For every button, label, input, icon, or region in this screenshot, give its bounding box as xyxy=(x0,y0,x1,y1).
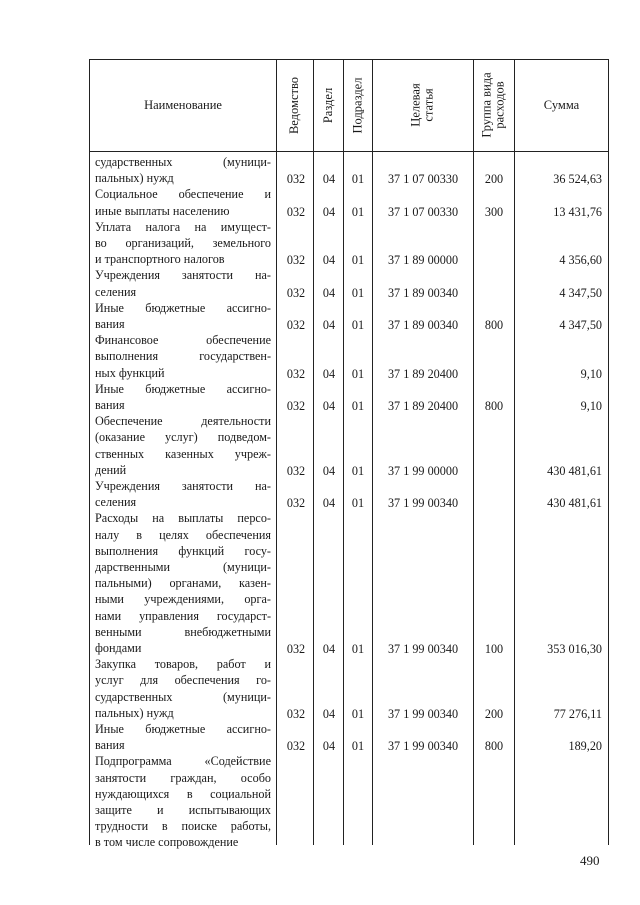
row-celevaya-statya: 37 1 89 00000 xyxy=(387,253,459,268)
row-razdel: 04 xyxy=(322,463,336,478)
row-razdel: 04 xyxy=(322,398,336,413)
header-name: Наименование xyxy=(144,97,222,112)
row-name-line: в том числе сопровождение xyxy=(95,835,239,850)
row-summa: 13 431,76 xyxy=(553,204,602,219)
header-celevaya-statya: Целевая статья xyxy=(409,83,436,127)
column-divider xyxy=(89,59,90,845)
row-vedomstvo: 032 xyxy=(286,641,306,656)
row-vedomstvo: 032 xyxy=(286,204,306,219)
row-name-line: трудности в поиске работы, xyxy=(95,819,271,834)
row-celevaya-statya: 37 1 07 00330 xyxy=(387,172,459,187)
row-name xyxy=(95,721,271,753)
row-name-line: сударственных (муници- xyxy=(95,155,271,169)
row-podrazdel: 01 xyxy=(351,317,365,332)
row-name-line: Учреждения занятости на- xyxy=(95,479,271,493)
row-name xyxy=(95,267,271,299)
row-razdel: 04 xyxy=(322,641,336,656)
row-name-line: Иные бюджетные ассигно- xyxy=(95,381,271,396)
row-summa: 189,20 xyxy=(568,739,602,754)
row-podrazdel: 01 xyxy=(351,204,365,219)
row-name xyxy=(95,300,271,332)
row-podrazdel: 01 xyxy=(351,172,365,187)
header-gruppa-vida-rashodov: Группа вида расходов xyxy=(480,72,508,138)
row-name-line: услуг для обеспечения го- xyxy=(95,673,271,688)
row-summa: 4 356,60 xyxy=(559,253,602,268)
row-name-line: Социальное обеспечение и xyxy=(95,187,271,202)
column-divider xyxy=(276,59,277,845)
row-summa: 4 347,50 xyxy=(559,285,602,300)
header-bottom-border xyxy=(89,151,609,152)
row-celevaya-statya: 37 1 99 00340 xyxy=(387,739,459,754)
row-name xyxy=(95,381,271,413)
row-celevaya-statya: 37 1 99 00340 xyxy=(387,496,459,511)
row-vedomstvo: 032 xyxy=(286,706,306,721)
row-vedomstvo: 032 xyxy=(286,172,306,187)
row-razdel: 04 xyxy=(322,285,336,300)
row-name xyxy=(95,413,271,478)
row-summa: 9,10 xyxy=(580,366,602,381)
row-name xyxy=(95,332,271,381)
row-name xyxy=(95,510,271,656)
row-podrazdel: 01 xyxy=(351,739,365,754)
row-name-line: сударственных (муници- xyxy=(95,689,271,704)
row-podrazdel: 01 xyxy=(351,641,365,656)
row-summa: 430 481,61 xyxy=(547,463,602,478)
column-divider xyxy=(608,59,609,845)
row-vedomstvo: 032 xyxy=(286,739,306,754)
row-razdel: 04 xyxy=(322,253,336,268)
row-podrazdel: 01 xyxy=(351,253,365,268)
row-name-line: иные выплаты населению xyxy=(95,203,230,218)
row-name-line: Расходы на выплаты персо- xyxy=(95,511,271,526)
row-summa: 36 524,63 xyxy=(553,172,602,187)
row-vedomstvo: 032 xyxy=(286,366,306,381)
row-name-line: нами управления государст- xyxy=(95,608,271,623)
row-summa: 77 276,11 xyxy=(553,706,602,721)
row-summa: 9,10 xyxy=(580,398,602,413)
header-podrazdel: Подраздел xyxy=(350,77,365,133)
row-gruppa: 800 xyxy=(484,739,504,754)
row-name-line: налу в целях обеспечения xyxy=(95,527,271,542)
row-summa: 4 347,50 xyxy=(559,317,602,332)
row-gruppa: 800 xyxy=(484,317,504,332)
row-name-line: Финансовое обеспечение xyxy=(95,333,271,348)
row-name-line: дарственными (муници- xyxy=(95,559,271,574)
row-name xyxy=(95,753,271,850)
row-celevaya-statya: 37 1 89 20400 xyxy=(387,366,459,381)
header-summa: Сумма xyxy=(543,97,580,112)
row-name-line: во организаций, земельного xyxy=(95,235,271,250)
row-name-line: Обеспечение деятельности xyxy=(95,414,271,429)
row-razdel: 04 xyxy=(322,204,336,219)
row-vedomstvo: 032 xyxy=(286,253,306,268)
row-gruppa: 200 xyxy=(484,706,504,721)
row-celevaya-statya: 37 1 07 00330 xyxy=(387,204,459,219)
row-gruppa: 100 xyxy=(484,641,504,656)
row-name-line: пальных) нужд xyxy=(95,171,174,186)
row-name-line: вания xyxy=(95,738,125,753)
row-name-line: пальными) органами, казен- xyxy=(95,576,271,591)
row-podrazdel: 01 xyxy=(351,463,365,478)
row-name-line: Иные бюджетные ассигно- xyxy=(95,722,271,736)
row-gruppa: 800 xyxy=(484,398,504,413)
row-name-line: занятости граждан, особо xyxy=(95,770,271,785)
row-name-line: дений xyxy=(95,462,127,477)
row-name-line: ными учреждениями, орга- xyxy=(95,592,271,607)
row-podrazdel: 01 xyxy=(351,366,365,381)
row-name-line: селения xyxy=(95,284,137,299)
row-name-line: Уплата налога на имущест- xyxy=(95,219,271,234)
row-name xyxy=(95,656,271,721)
row-name xyxy=(95,478,271,510)
row-name xyxy=(95,219,271,268)
row-razdel: 04 xyxy=(322,172,336,187)
row-vedomstvo: 032 xyxy=(286,463,306,478)
row-celevaya-statya: 37 1 99 00000 xyxy=(387,463,459,478)
row-name-line: ных функций xyxy=(95,365,165,380)
row-name-line: и транспортного налогов xyxy=(95,252,225,267)
row-celevaya-statya: 37 1 89 00340 xyxy=(387,317,459,332)
row-name-line: выполнения функций госу- xyxy=(95,543,271,558)
row-vedomstvo: 032 xyxy=(286,496,306,511)
row-name-line: вания xyxy=(95,316,125,331)
row-name-line: нуждающихся в социальной xyxy=(95,786,271,801)
row-name-line: выполнения государствен- xyxy=(95,349,271,364)
row-name-line: Иные бюджетные ассигно- xyxy=(95,300,271,315)
row-name-line: Закупка товаров, работ и xyxy=(95,657,271,672)
row-name-line: пальных) нужд xyxy=(95,705,174,720)
row-name-line: вания xyxy=(95,397,125,412)
row-razdel: 04 xyxy=(322,496,336,511)
row-vedomstvo: 032 xyxy=(286,285,306,300)
row-name-line: Подпрограмма «Содействие xyxy=(95,754,271,769)
row-podrazdel: 01 xyxy=(351,706,365,721)
row-name-line: (оказание услуг) подведом- xyxy=(95,430,271,445)
row-podrazdel: 01 xyxy=(351,496,365,511)
row-name xyxy=(95,154,271,186)
row-celevaya-statya: 37 1 99 00340 xyxy=(387,706,459,721)
row-razdel: 04 xyxy=(322,739,336,754)
header-razdel: Раздел xyxy=(321,87,336,123)
header-vedomstvo: Ведомство xyxy=(287,76,302,134)
row-name-line: селения xyxy=(95,495,137,510)
row-name-line: фондами xyxy=(95,640,142,655)
row-name-line: венными внебюджетными xyxy=(95,624,271,639)
row-summa: 430 481,61 xyxy=(547,496,602,511)
row-podrazdel: 01 xyxy=(351,398,365,413)
row-name-line: Учреждения занятости на- xyxy=(95,268,271,283)
row-razdel: 04 xyxy=(322,366,336,381)
row-gruppa: 300 xyxy=(484,204,504,219)
row-celevaya-statya: 37 1 89 00340 xyxy=(387,285,459,300)
page-number: 490 xyxy=(580,853,600,868)
row-name xyxy=(95,186,271,218)
row-podrazdel: 01 xyxy=(351,285,365,300)
row-celevaya-statya: 37 1 99 00340 xyxy=(387,641,459,656)
row-vedomstvo: 032 xyxy=(286,398,306,413)
row-razdel: 04 xyxy=(322,706,336,721)
row-razdel: 04 xyxy=(322,317,336,332)
row-name-line: ственных казенных учреж- xyxy=(95,446,271,461)
row-vedomstvo: 032 xyxy=(286,317,306,332)
row-gruppa: 200 xyxy=(484,172,504,187)
row-name-line: защите и испытывающих xyxy=(95,802,271,817)
row-celevaya-statya: 37 1 89 20400 xyxy=(387,398,459,413)
row-summa: 353 016,30 xyxy=(547,641,602,656)
